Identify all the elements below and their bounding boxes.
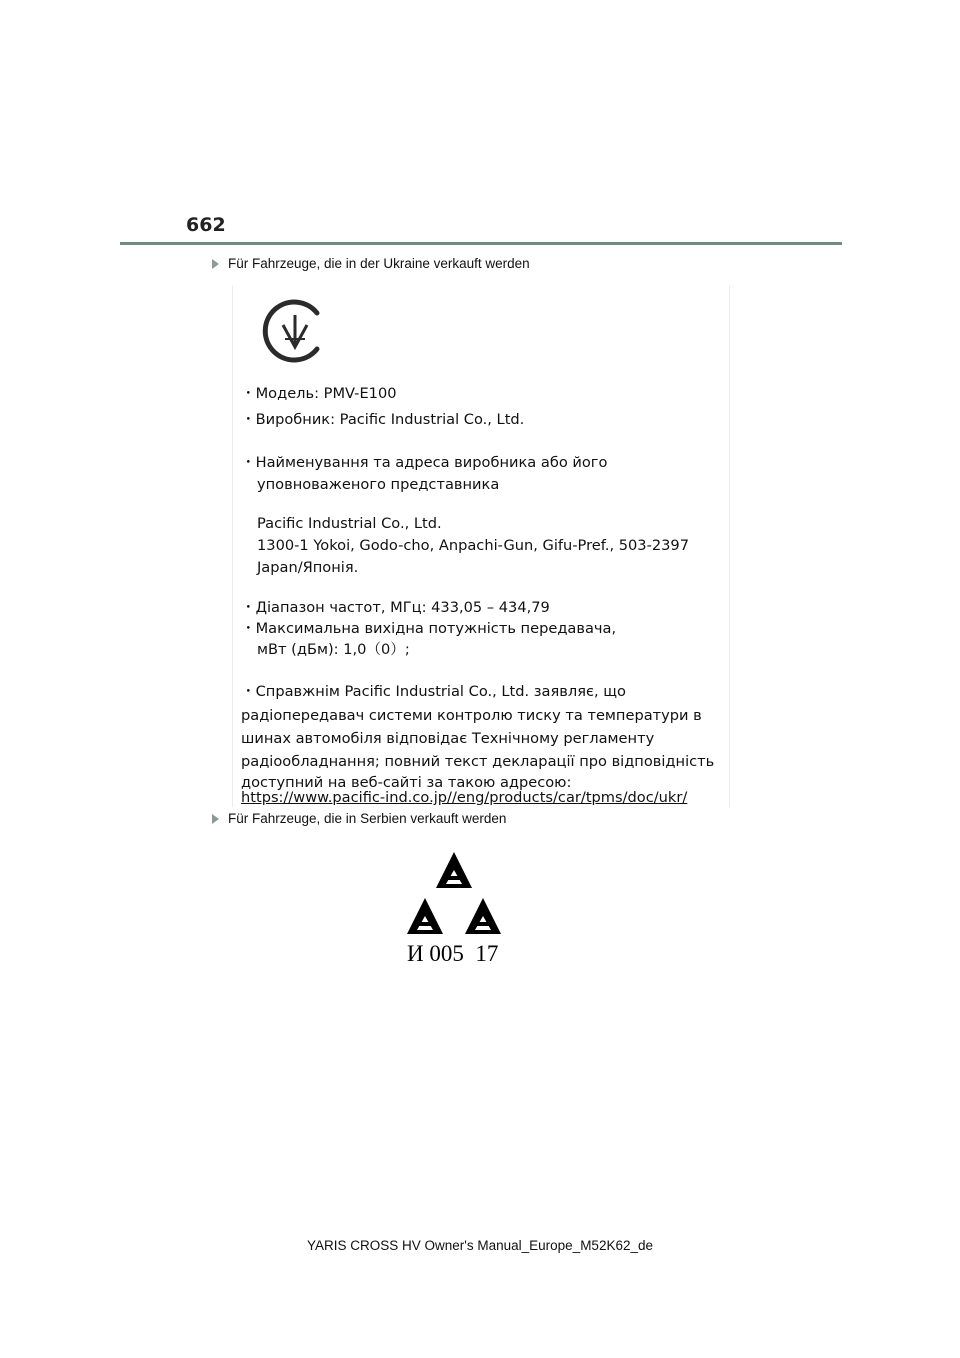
ua-line-model: ・Модель: PMV-E100 [241, 385, 397, 402]
section-heading-serbia [212, 811, 506, 826]
ua-line-representative: уповноваженого представника [257, 476, 500, 493]
section-heading-ukraine-text: Für Fahrzeuge, die in der Ukraine verkauft werden [228, 256, 530, 271]
ukraine-conformity-mark-icon [259, 295, 331, 367]
ua-line-name-address: ・Найменування та адреса виробника або його [241, 454, 608, 471]
ua-line-country: Japan/Японія. [257, 559, 359, 576]
ua-line-declaration-3: шинах автомобіля відповідає Технічному регламенту [241, 730, 655, 747]
footer-text: YARIS CROSS HV Owner's Manual_Europe_M52K62_de [307, 1238, 653, 1253]
ua-line-address: 1300-1 Yokoi, Godo-cho, Anpachi-Gun, Gifu-Pref., 503-2397 [257, 537, 689, 554]
page-number: 662 [186, 214, 226, 236]
ua-line-declaration-5: доступний на веб-сайті за такою адресою: [241, 774, 572, 791]
bullet-triangle-icon [212, 814, 219, 824]
ukraine-declaration-image [232, 285, 730, 807]
ua-line-frequency: ・Діапазон частот, МГц: 433,05 – 434,79 [241, 599, 550, 616]
ua-line-declaration-2: радіопередавач системи контролю тиску та температури в [241, 707, 702, 724]
section-heading-ukraine [212, 256, 530, 271]
section-heading-serbia-text: Für Fahrzeuge, die in Serbien verkauft werden [228, 811, 507, 826]
ua-declaration-url: https://www.pacific-ind.co.jp//eng/products/car/tpms/doc/ukr/ [241, 789, 688, 806]
bullet-triangle-icon [212, 259, 219, 269]
ua-line-power-value: мВт (дБм): 1,0（0）; [257, 641, 410, 658]
ua-line-power: ・Максимальна вихідна потужність передавача, [241, 620, 617, 637]
ua-line-declaration-4: радіообладнання; повний текст декларації про відповідність [241, 753, 715, 770]
ua-line-company: Pacific Industrial Co., Ltd. [257, 515, 442, 532]
serbia-mark-code: И 005 17 [407, 941, 499, 966]
ua-line-manufacturer: ・Виробник: Pacific Industrial Co., Ltd. [241, 411, 525, 428]
ua-line-declaration: ・Справжнім Pacific Industrial Co., Ltd. заявляє, що [241, 683, 626, 700]
serbia-conformity-mark-icon [402, 850, 506, 940]
header-rule [120, 242, 842, 245]
